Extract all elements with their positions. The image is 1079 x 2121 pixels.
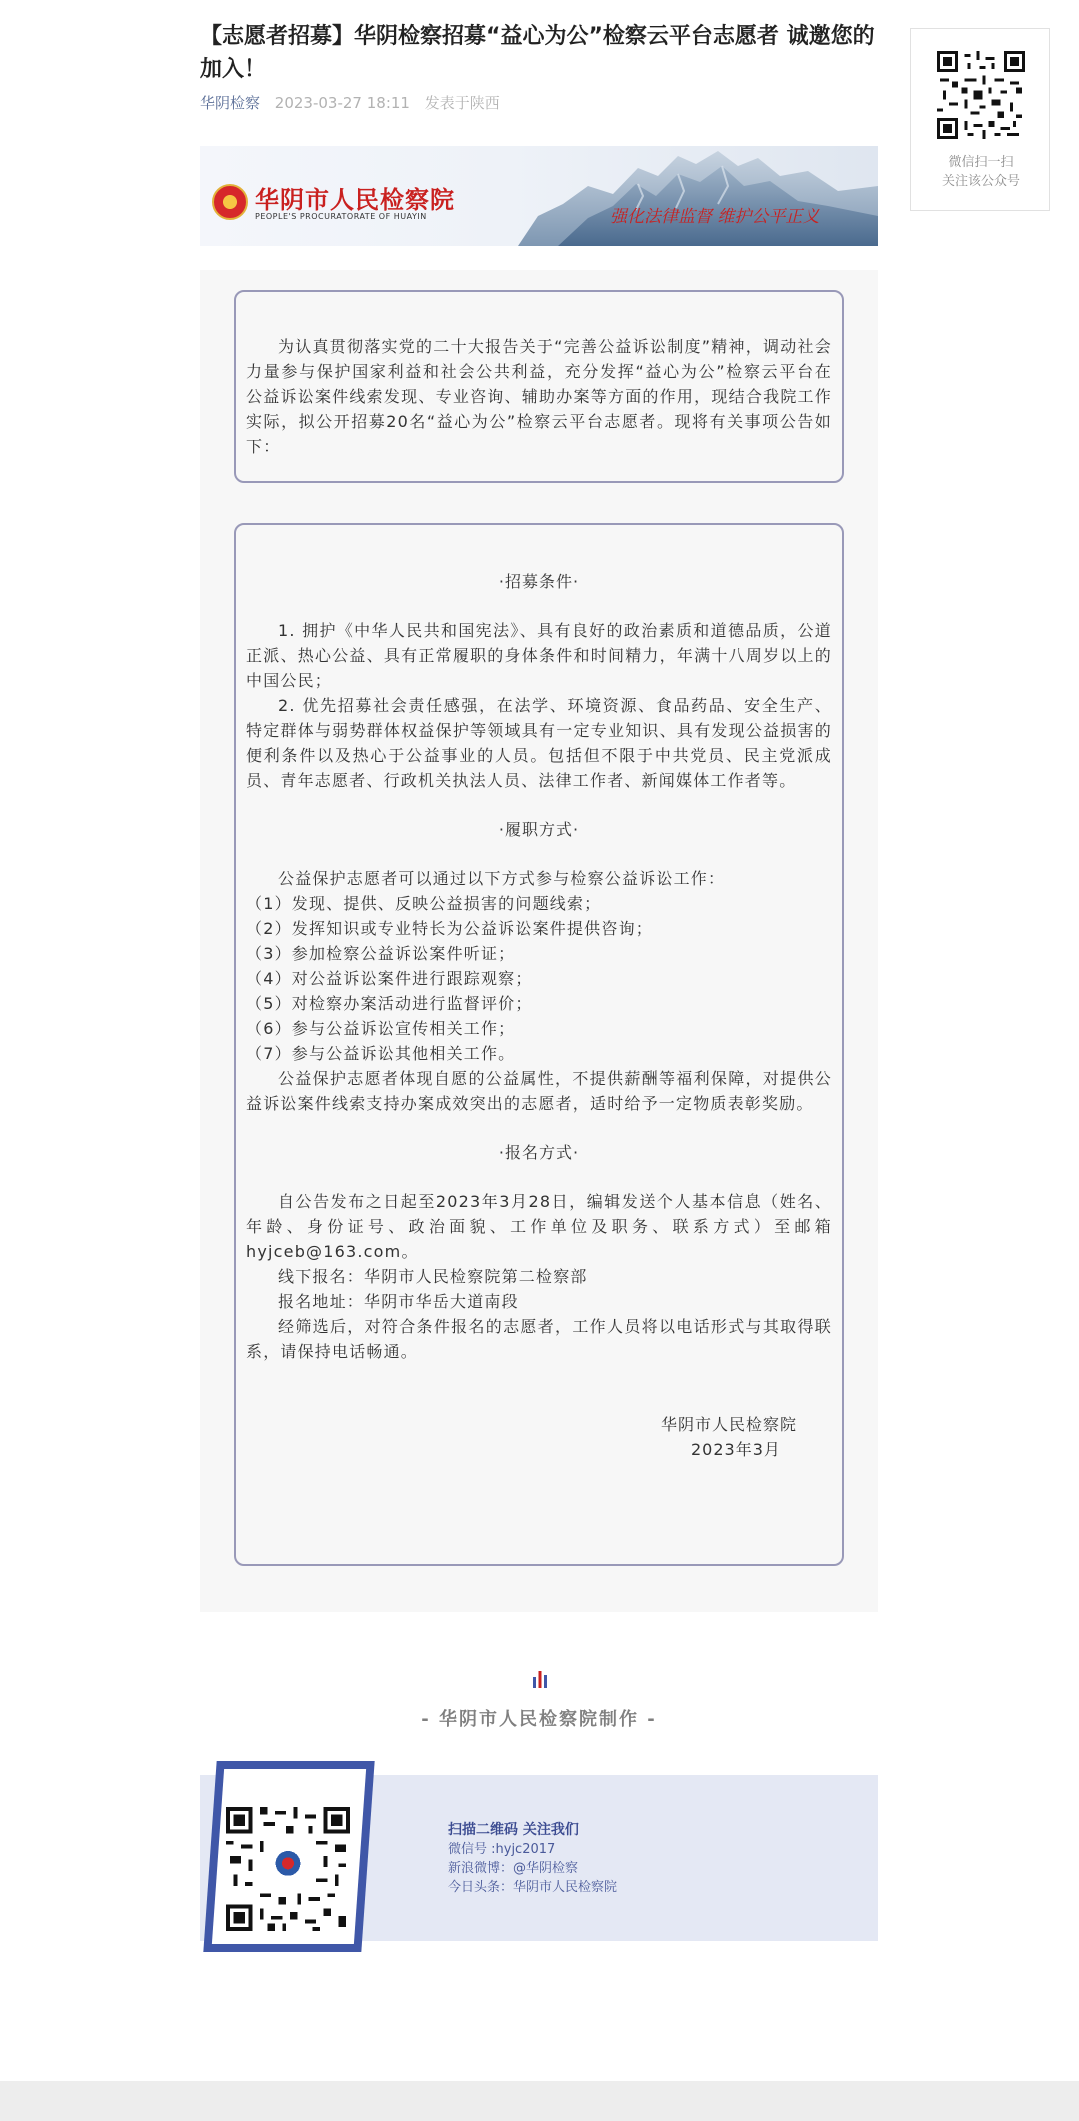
duties-note: 公益保护志愿者体现自愿的公益属性，不提供薪酬等福利保障，对提供公益诉讼案件线索支持办案成效突出的志愿者，适时给予一定物质表彰奖励。: [246, 1069, 832, 1113]
duty-item: （3）参加检察公益诉讼案件听证；: [246, 944, 516, 963]
signature-org: 华阴市人民检察院: [661, 1415, 798, 1434]
heading-duties: ·履职方式·: [498, 820, 580, 839]
bar-chart-icon: [532, 1671, 548, 1688]
follow-heading: 扫描二维码 关注我们: [448, 1822, 579, 1838]
sidebar-qr-card: [910, 28, 1050, 211]
intro-paragraph: 为认真贯彻落实党的二十大报告关于“完善公益诉讼制度”精神，调动社会力量参与保护国家利益和社会公共利益，充分发挥“益心为公”检察云平台在公益诉讼案件线索发现、专业咨询、辅助办案等方面的作用，现结合我院工作实际，拟公开招募20名“益心为公”检察云平台志愿者。现将有关事项公告如下：: [246, 337, 832, 456]
signup-contact: 经筛选后，对符合条件报名的志愿者，工作人员将以电话形式与其取得联系，请保持电话畅通。: [246, 1317, 832, 1361]
duties-intro: 公益保护志愿者可以通过以下方式参与检察公益诉讼工作：: [278, 869, 726, 888]
banner-org-name: 华阴市人民检察院: [255, 185, 455, 214]
follow-qr-code-icon[interactable]: [226, 1793, 350, 1945]
qr-code-icon[interactable]: [937, 51, 1025, 139]
duty-item: （2）发挥知识或专业特长为公益诉讼案件提供咨询；: [246, 919, 653, 938]
duty-item: （4）对公益诉讼案件进行跟踪观察；: [246, 969, 533, 988]
follow-card: [200, 1775, 878, 1941]
duty-item: （5）对检察办案活动进行监督评价；: [246, 994, 533, 1013]
weibo-account: 新浪微博：@华阴检察: [448, 1861, 579, 1876]
notice-box: [234, 523, 844, 1566]
signup-details: 自公告发布之日起至2023年3月28日，编辑发送个人基本信息（姓名、年龄、身份证号、政治面貌、工作单位及职务、联系方式）至邮箱hyjceb@163.com。: [246, 1192, 832, 1261]
qr-caption-line2: 关注该公众号: [941, 174, 1020, 189]
follow-info: [448, 1821, 617, 1897]
article-content: [200, 270, 878, 1612]
qr-caption-line1: 微信扫一扫: [948, 155, 1014, 170]
banner-slogan: 强化法律监督 维护公平正义: [610, 207, 820, 227]
publish-location: 发表于陕西: [424, 94, 500, 112]
signup-offline: 线下报名：华阴市人民检察院第二检察部: [278, 1267, 588, 1286]
duty-item: （1）发现、提供、反映公益损害的问题线索；: [246, 894, 602, 913]
wechat-id: 微信号 :hyjc2017: [448, 1842, 556, 1857]
signature-date: 2023年3月: [691, 1440, 781, 1459]
article-title: 【志愿者招募】华阴检察招募“益心为公”检察云平台志愿者 诚邀您的加入！: [200, 24, 875, 82]
duty-item: （6）参与公益诉讼宣传相关工作；: [246, 1019, 516, 1038]
national-emblem-icon: [212, 184, 248, 220]
condition-1: 1. 拥护《中华人民共和国宪法》、具有良好的政治素质和道德品质，公道正派、热心公益、具有正常履职的身体条件和时间精力，年满十八周岁以上的中国公民；: [246, 621, 832, 690]
banner-english-name: PEOPLE'S PROCURATORATE OF HUAYIN: [255, 212, 427, 221]
article-meta: [200, 92, 500, 113]
toutiao-account: 今日头条：华阴市人民检察院: [448, 1880, 618, 1895]
heading-conditions: ·招募条件·: [498, 572, 580, 591]
author-link[interactable]: 华阴检察: [200, 94, 261, 112]
heading-signup: ·报名方式·: [498, 1143, 580, 1162]
intro-box: [234, 290, 844, 483]
mountain-image: [518, 146, 878, 246]
bottom-bar: [0, 2081, 1079, 2121]
publish-time: 2023-03-27 18:11: [274, 94, 410, 112]
condition-2: 2. 优先招募社会责任感强，在法学、环境资源、食品药品、安全生产、特定群体与弱势群体权益保护等领域具有一定专业知识、具有发现公益损害的便利条件以及热心于公益事业的人员。包括但不限于中共党员、民主党派成员、青年志愿者、行政机关执法人员、法律工作者、新闻媒体工作者等。: [246, 696, 832, 790]
producer-credit: - 华阴市人民检察院制作 -: [421, 1709, 657, 1730]
signup-address: 报名地址：华阴市华岳大道南段: [278, 1292, 519, 1311]
duty-item: （7）参与公益诉讼其他相关工作。: [246, 1044, 516, 1063]
header-banner: [200, 146, 878, 246]
